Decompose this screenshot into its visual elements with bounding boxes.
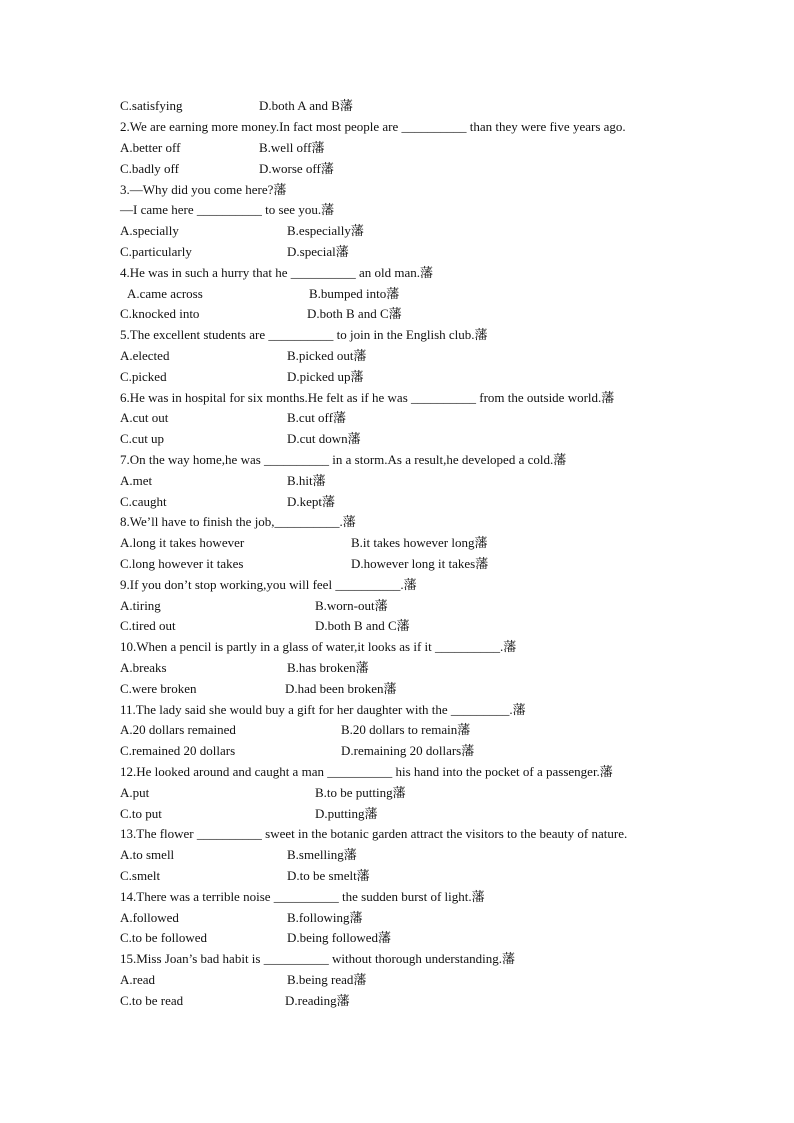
- option-text: A.came across: [127, 286, 203, 301]
- option-text: B.has broken藩: [287, 660, 369, 675]
- question-line: [0, 700, 794, 720]
- question-line: [0, 949, 794, 969]
- question-line: [0, 762, 794, 782]
- option-row: [0, 492, 794, 512]
- option-row: [0, 554, 794, 574]
- option-row: [0, 991, 794, 1011]
- option-text: C.tired out: [120, 618, 176, 633]
- question-text: 9.If you don’t stop working,you will feel __________.藩: [120, 577, 417, 592]
- option-row: [0, 866, 794, 886]
- option-text: A.tiring: [120, 598, 161, 613]
- option-text: B.hit藩: [287, 473, 326, 488]
- question-text: 13.The flower __________ sweet in the botanic garden attract the visitors to the beauty of nature.: [120, 826, 628, 841]
- question-line: [0, 200, 794, 220]
- option-row: [0, 429, 794, 449]
- question-text: 15.Miss Joan’s bad habit is __________ without thorough understanding.藩: [120, 951, 516, 966]
- option-text: C.picked: [120, 369, 167, 384]
- question-line: [0, 263, 794, 283]
- option-text: A.met: [120, 473, 153, 488]
- option-text: A.better off: [120, 140, 181, 155]
- option-text: B.to be putting藩: [315, 785, 406, 800]
- option-text: B.well off藩: [259, 140, 325, 155]
- option-row: [0, 845, 794, 865]
- question-text: 11.The lady said she would buy a gift for her daughter with the _________.藩: [120, 702, 526, 717]
- option-text: D.putting藩: [315, 806, 378, 821]
- option-text: C.to put: [120, 806, 162, 821]
- option-text: C.caught: [120, 494, 167, 509]
- question-text: —I came here __________ to see you.藩: [120, 202, 335, 217]
- option-text: A.specially: [120, 223, 179, 238]
- question-text: 4.He was in such a hurry that he __________ an old man.藩: [120, 265, 434, 280]
- option-row: [0, 970, 794, 990]
- option-text: A.to smell: [120, 847, 175, 862]
- option-text: B.smelling藩: [287, 847, 357, 862]
- question-line: [0, 180, 794, 200]
- option-text: C.remained 20 dollars: [120, 743, 236, 758]
- option-text: A.put: [120, 785, 150, 800]
- question-line: [0, 824, 794, 844]
- question-text: 2.We are earning more money.In fact most people are __________ than they were five years ago.: [120, 119, 626, 134]
- option-text: D.worse off藩: [259, 161, 334, 176]
- option-text: B.worn-out藩: [315, 598, 388, 613]
- option-text: B.bumped into藩: [309, 286, 400, 301]
- option-text: C.to be read: [120, 993, 184, 1008]
- option-row: [0, 408, 794, 428]
- option-text: C.particularly: [120, 244, 192, 259]
- option-row: [0, 159, 794, 179]
- option-text: D.picked up藩: [287, 369, 364, 384]
- option-text: D.kept藩: [287, 494, 336, 509]
- question-line: [0, 325, 794, 345]
- option-text: A.followed: [120, 910, 179, 925]
- question-text: 8.We’ll have to finish the job,__________.藩: [120, 514, 356, 529]
- option-text: A.elected: [120, 348, 170, 363]
- option-row: [0, 928, 794, 948]
- question-text: 5.The excellent students are __________ to join in the English club.藩: [120, 327, 488, 342]
- option-text: D.to be smelt藩: [287, 868, 370, 883]
- option-text: C.cut up: [120, 431, 165, 446]
- option-text: C.to be followed: [120, 930, 208, 945]
- option-row: [0, 367, 794, 387]
- option-row: [0, 533, 794, 553]
- option-text: D.both B and C藩: [307, 306, 402, 321]
- option-text: D.being followed藩: [287, 930, 391, 945]
- question-text: 12.He looked around and caught a man __________ his hand into the pocket of a passenger.藩: [120, 764, 613, 779]
- option-text: D.both A and B藩: [259, 98, 353, 113]
- option-row: [0, 242, 794, 262]
- option-text: D.both B and C藩: [315, 618, 410, 633]
- option-text: C.satisfying: [120, 98, 183, 113]
- option-text: D.cut down藩: [287, 431, 361, 446]
- option-text: B.following藩: [287, 910, 363, 925]
- option-text: B.especially藩: [287, 223, 364, 238]
- option-text: A.long it takes however: [120, 535, 245, 550]
- option-row: [0, 138, 794, 158]
- option-row: [0, 596, 794, 616]
- option-row: [0, 96, 794, 116]
- option-text: A.breaks: [120, 660, 167, 675]
- option-row: [0, 658, 794, 678]
- question-text: 3.—Why did you come here?藩: [120, 182, 287, 197]
- option-text: C.smelt: [120, 868, 161, 883]
- option-text: B.cut off藩: [287, 410, 346, 425]
- question-line: [0, 575, 794, 595]
- option-text: A.read: [120, 972, 156, 987]
- option-row: [0, 304, 794, 324]
- option-row: [0, 616, 794, 636]
- option-text: D.reading藩: [285, 993, 350, 1008]
- option-text: B.it takes however long藩: [351, 535, 488, 550]
- option-row: [0, 221, 794, 241]
- option-text: D.had been broken藩: [285, 681, 397, 696]
- question-line: [0, 388, 794, 408]
- option-text: B.being read藩: [287, 972, 367, 987]
- option-row: [0, 679, 794, 699]
- question-line: [0, 512, 794, 532]
- question-text: 14.There was a terrible noise __________ the sudden burst of light.藩: [120, 889, 485, 904]
- option-text: B.20 dollars to remain藩: [341, 722, 471, 737]
- option-text: A.cut out: [120, 410, 169, 425]
- option-row: [0, 346, 794, 366]
- question-line: [0, 887, 794, 907]
- option-text: D.however long it takes藩: [351, 556, 489, 571]
- option-text: B.picked out藩: [287, 348, 367, 363]
- question-text: 7.On the way home,he was __________ in a storm.As a result,he developed a cold.藩: [120, 452, 567, 467]
- question-line: [0, 450, 794, 470]
- option-text: A.20 dollars remained: [120, 722, 236, 737]
- option-text: D.special藩: [287, 244, 349, 259]
- question-line: [0, 117, 794, 137]
- question-text: 6.He was in hospital for six months.He felt as if he was __________ from the outside world.藩: [120, 390, 615, 405]
- option-text: D.remaining 20 dollars藩: [341, 743, 475, 758]
- option-text: C.were broken: [120, 681, 197, 696]
- question-line: [0, 637, 794, 657]
- option-row: [0, 720, 794, 740]
- option-row: [0, 741, 794, 761]
- option-row: [0, 471, 794, 491]
- option-text: C.long however it takes: [120, 556, 244, 571]
- option-row: [0, 804, 794, 824]
- option-text: C.knocked into: [120, 306, 200, 321]
- option-text: C.badly off: [120, 161, 179, 176]
- question-text: 10.When a pencil is partly in a glass of water,it looks as if it __________.藩: [120, 639, 517, 654]
- option-row: [0, 284, 794, 304]
- option-row: [0, 908, 794, 928]
- option-row: [0, 783, 794, 803]
